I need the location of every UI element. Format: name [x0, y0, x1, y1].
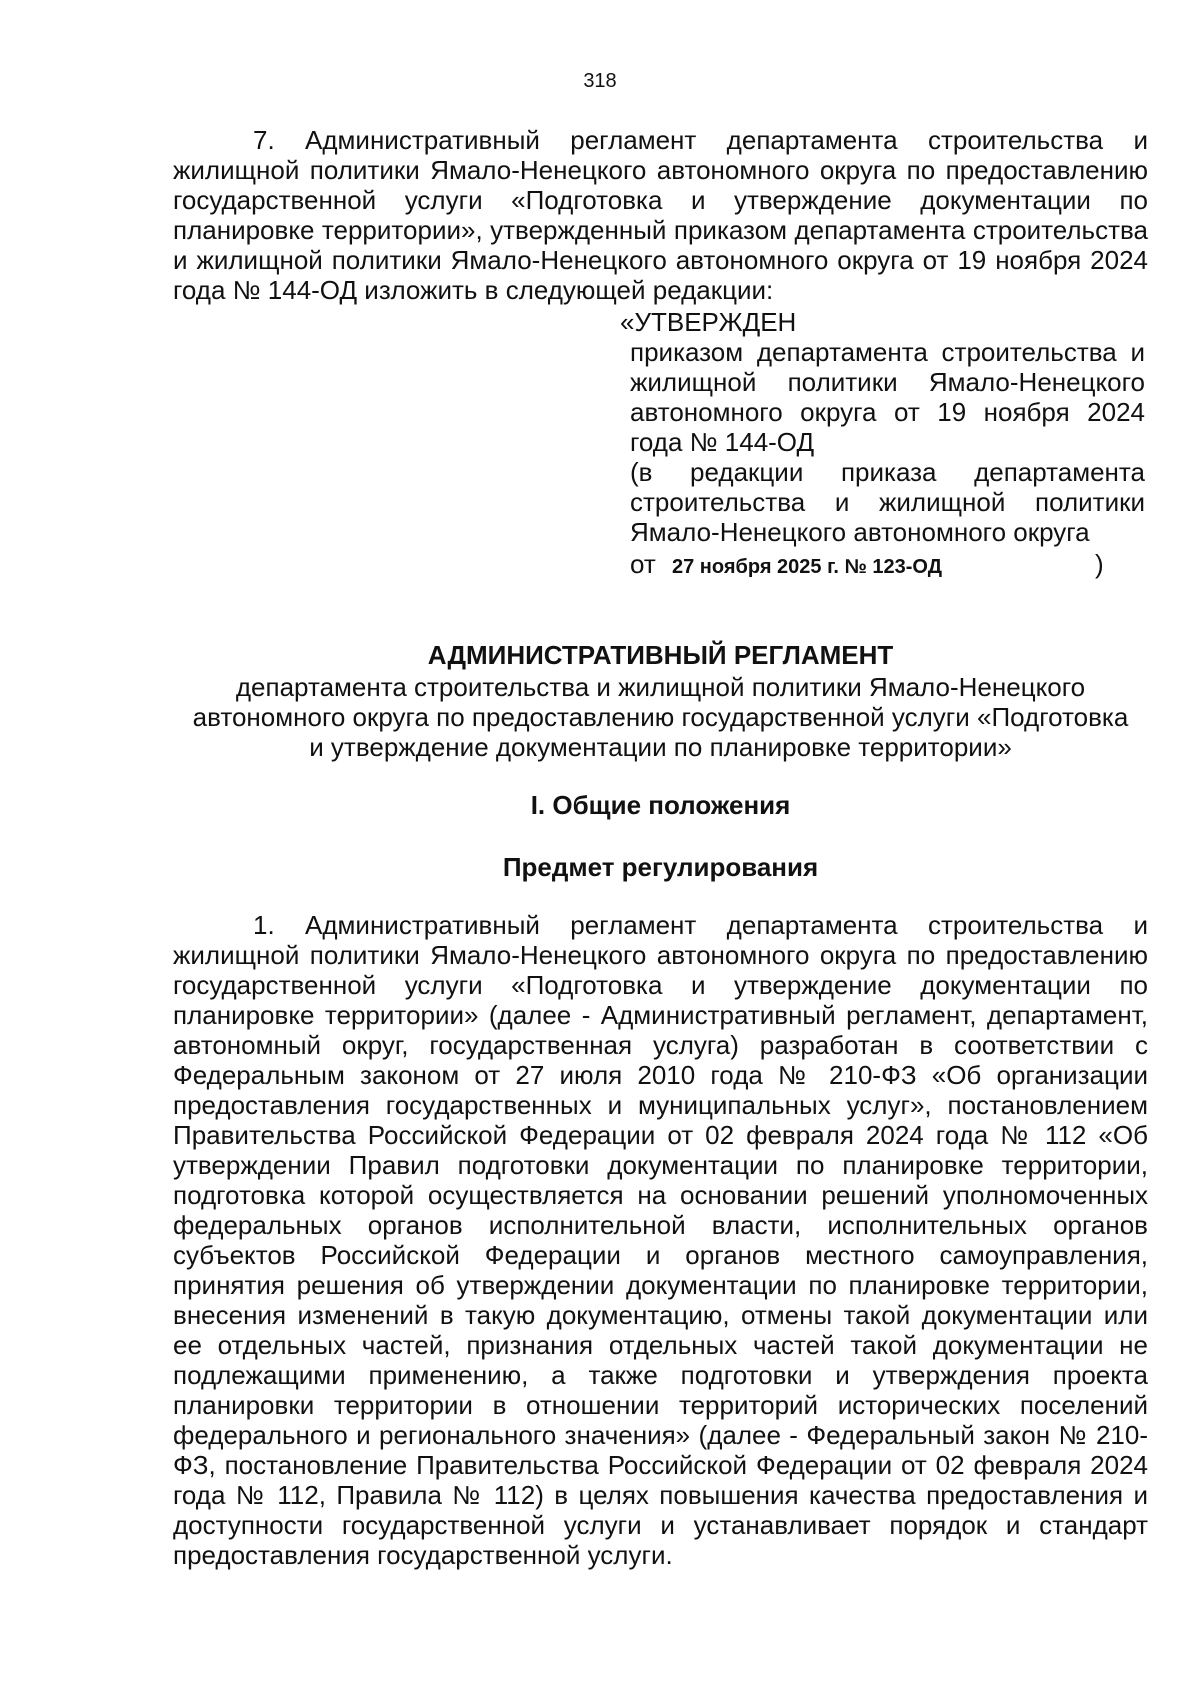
section-title: I. Общие положения	[530, 790, 791, 820]
edition-date-line	[630, 549, 1145, 579]
approval-line: приказом департамента строительства и	[630, 337, 1145, 367]
page-number: 318	[583, 70, 617, 92]
paragraph-7: 7. Административный регламент департамента строительства и жилищной политики Ямало-Ненецкого автономного округа по предоставлению государственной услуги «Подготовка и утверждение документации по планировке территории», утвержденный приказом департамента строительства и жилищной политики Ямало-Ненецкого автономного округа от 19 ноября 2024 года № 144-ОД изложить в следующей редакции:	[173, 125, 1148, 305]
edition-line: (в редакции приказа департамента	[630, 457, 1145, 487]
approval-line: года № 144-ОД	[630, 427, 815, 457]
approval-heading: «УТВЕРЖДЕН	[620, 307, 797, 337]
edition-line: Ямало-Ненецкого автономного округа	[630, 517, 1090, 547]
approval-line: жилищной политики Ямало-Ненецкого	[630, 367, 1145, 397]
subtitle-line: и утверждение документации по планировке территории»	[309, 732, 1012, 762]
document-title: АДМИНИСТРАТИВНЫЙ РЕГЛАМЕНТ	[427, 640, 894, 670]
subsection-title: Предмет регулирования	[502, 852, 819, 882]
paragraph-1: 1. Административный регламент департамента строительства и жилищной политики Ямало-Ненецкого автономного округа по предоставлению государственной услуги «Подготовка и утверждение документации по планировке территории» (далее - Административный регламент, департамент, автономный округ, государственная услуга) разработан в соответствии с Федеральным законом от 27 июля 2010 года № 210-ФЗ «Об организации предоставления государственных и муниципальных услуг», постановлением Правительства Российской Федерации от 02 февраля 2024 года № 112 «Об утверждении Правил подготовки документации по планировке территории, подготовка которой осуществляется на основании решений уполномоченных федеральных органов исполнительной власти, исполнительных органов субъектов Российской Федерации и органов местного самоуправления, принятия решения об утверждении документации по планировке территории, внесения изменений в такую документацию, отмены такой документации или ее отдельных частей, признания отдельных частей такой документации не подлежащими применению, а также подготовки и утверждения проекта планировки территории в отношении территорий исторических поселений федерального и регионального значения» (далее - Федеральный закон № 210-ФЗ, постановление Правительства Российской Федерации от 02 февраля 2024 года № 112, Правила № 112) в целях повышения качества предоставления и доступности государственной услуги и устанавливает порядок и стандарт предоставления государственной услуги.	[173, 910, 1148, 1570]
document-subtitle	[173, 672, 1148, 762]
subtitle-line: департамента строительства и жилищной политики Ямало-Ненецкого	[235, 672, 1086, 702]
date-value: 27 ноября 2025 г. № 123-ОД	[672, 556, 942, 578]
edition-note	[630, 457, 1145, 547]
approval-stamp	[620, 307, 1145, 579]
subtitle-line: автономного округа по предоставлению государственной услуги «Подготовка	[192, 702, 1129, 732]
edition-line: строительства и жилищной политики	[630, 487, 1145, 517]
date-close-paren: )	[1095, 549, 1104, 579]
date-prefix: от	[630, 549, 656, 579]
approval-line: автономного округа от 19 ноября 2024	[630, 397, 1145, 427]
